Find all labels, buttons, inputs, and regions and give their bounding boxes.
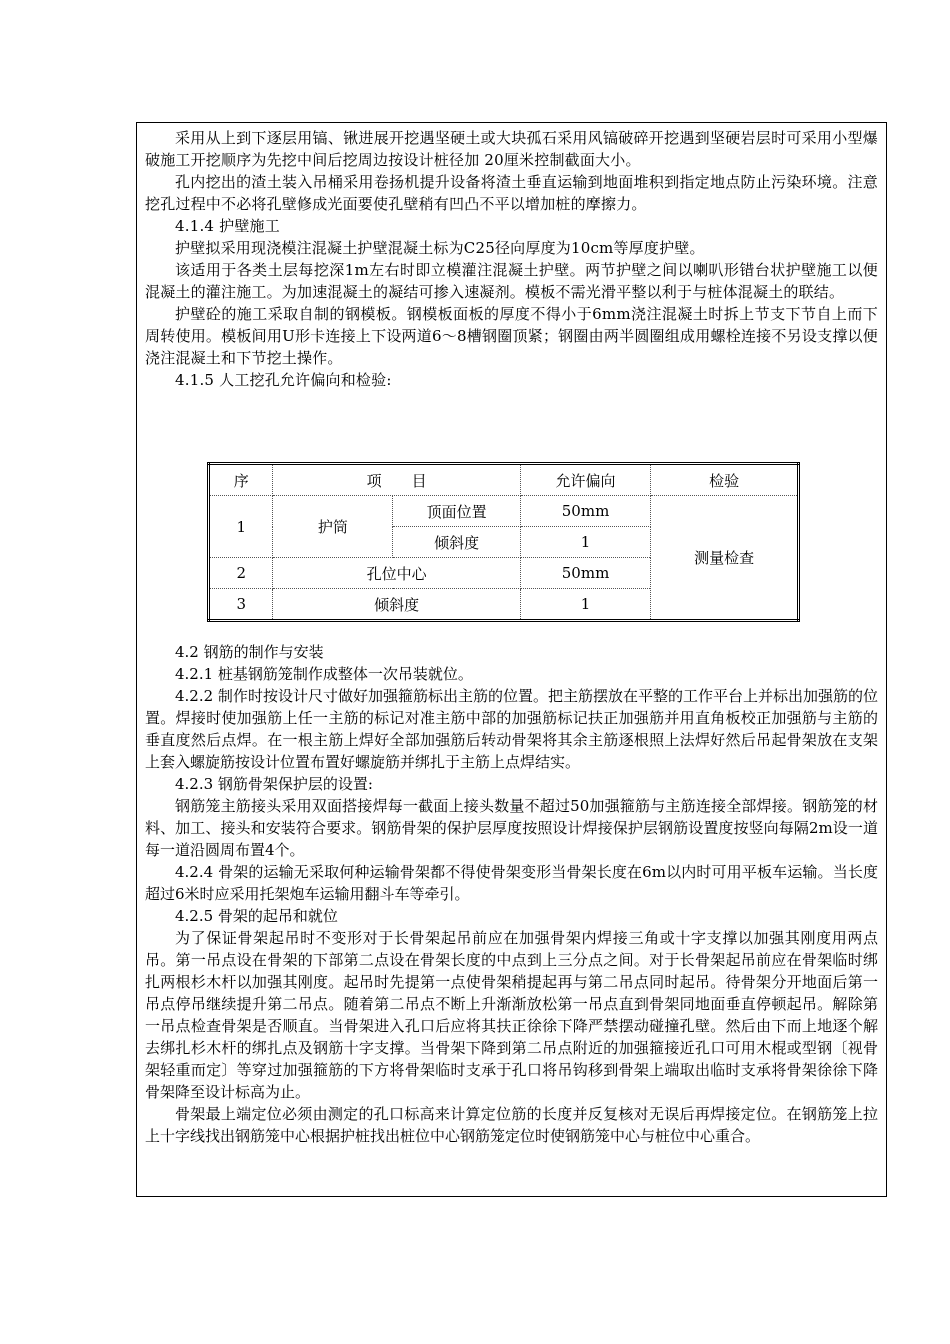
table-header-row	[209, 464, 799, 496]
section-heading: 4.2.1 桩基钢筋笼制作成整体一次吊装就位。	[175, 665, 473, 683]
paragraph: 为了保证骨架起吊时不变形对于长骨架起吊前应在加强骨架内焊接三角或十字支撑以加强其刚度用两点吊。第一吊点设在骨架的下部第二点设在骨架长度的中点到上三分点之间。对于长骨架起吊前应在骨架临时绑扎两根杉木杆以加强其刚度。起吊时先提第一点使骨架稍提起再与第二吊点同时起吊。待骨架分开地面后第一吊点停吊继续提升第二吊点。随着第二吊点不断上升渐渐放松第一吊点直到骨架同地面垂直停顿起吊。解除第一吊点检查骨架是否顺直。当骨架进入孔口后应将其扶正徐徐下降严禁摆动碰撞孔壁。然后由下而上地逐个解去绑扎杉木杆的绑扎点及钢筋十字支撑。当骨架下降到第二吊点附近的加强箍接近孔口可用木棍或型钢〔视骨架轻重而定〕等穿过加强箍筋的下方将骨架临时支承于孔口将吊钩移到骨架上端取出临时支承将骨架徐徐下降骨架降至设计标高为止。	[145, 929, 878, 1101]
document-frame	[136, 122, 887, 1197]
table-cell: 50mm	[520, 496, 650, 527]
paragraph: 护壁拟采用现浇模注混凝土护壁混凝土标为C25径向厚度为10cm等厚度护壁。	[175, 239, 705, 257]
table-cell: 倾斜度	[393, 527, 521, 558]
table-cell: 1	[520, 589, 650, 621]
paragraph: 4.2.2 制作时按设计尺寸做好加强箍筋标出主筋的位置。把主筋摆放在平整的工作平台上并标出加强筋的位置。焊接时使加强筋上任一主筋的标记对准主筋中部的加强筋标记扶正加强筋并用直角板校正加强筋与主筋的垂直度然后点焊。在一根主筋上焊好全部加强筋后转动骨架将其余主筋逐根照上法焊好然后吊起骨架放在支架上套入螺旋筋按设计位置布置好螺旋筋并绑扎于主筋上点焊结实。	[145, 687, 878, 771]
table-cell: 1	[520, 527, 650, 558]
table-cell: 孔位中心	[273, 558, 520, 589]
section-heading: 4.2 钢筋的制作与安装	[175, 643, 324, 661]
section-heading: 4.2.3 钢筋骨架保护层的设置:	[175, 775, 373, 793]
section-heading: 4.1.5 人工挖孔允许偏向和检验:	[175, 371, 392, 389]
paragraph: 骨架最上端定位必须由测定的孔口标高来计算定位筋的长度并反复核对无误后再焊接定位。在钢筋笼上拉上十字线找出钢筋笼中心根据护桩找出桩位中心钢筋笼定位时使钢筋笼中心与桩位中心重合。	[145, 1105, 878, 1145]
table-cell: 倾斜度	[273, 589, 520, 621]
paragraph: 护壁砼的施工采取自制的钢模板。钢模板面板的厚度不得小于6mm浇注混凝土时拆上节支下节自上而下周转使用。模板间用U形卡连接上下设两道6～8槽钢圈顶紧；钢圈由两半圆圈组成用螺栓连接不另设支撑以便浇注混凝土和下节挖土操作。	[145, 305, 878, 367]
paragraph: 采用从上到下逐层用镐、锹进展开挖遇坚硬土或大块孤石采用风镐破碎开挖遇到坚硬岩层时可采用小型爆破施工开挖顺序为先挖中间后挖周边按设计桩径加 20厘米控制截面大小。	[145, 129, 878, 169]
section-heading: 4.2.5 骨架的起吊和就位	[175, 907, 338, 925]
header-cell: 检验	[651, 464, 799, 496]
content-bottom	[145, 641, 878, 1147]
header-cell: 允许偏向	[520, 464, 650, 496]
content-top	[145, 127, 878, 391]
table-cell: 护筒	[273, 496, 393, 558]
paragraph: 该适用于各类土层每挖深1m左右时即立模灌注混凝土护壁。两节护壁之间以喇叭形错台状护壁施工以便混凝土的灌注施工。为加速混凝土的凝结可掺入速凝剂。模板不需光滑平整以利于与桩体混凝土的联结。	[145, 261, 878, 301]
paragraph: 孔内挖出的渣土装入吊桶采用卷扬机提升设备将渣土垂直运输到地面堆积到指定地点防止污染环境。注意挖孔过程中不必将孔壁修成光面要使孔壁稍有凹凸不平以增加桩的摩擦力。	[145, 173, 878, 213]
paragraph: 钢筋笼主筋接头采用双面搭接焊每一截面上接头数量不超过50加强箍筋与主筋连接全部焊接。钢筋笼的材料、加工、接头和安装符合要求。钢筋骨架的保护层厚度按照设计焊接保护层钢筋设置度按竖向每隔2m设一道每一道沿圆周布置4个。	[145, 797, 878, 859]
header-cell: 项 目	[273, 464, 520, 496]
tolerance-table	[207, 462, 800, 622]
table-cell: 顶面位置	[393, 496, 521, 527]
paragraph: 4.2.4 骨架的运输无采取何种运输骨架都不得使骨架变形当骨架长度在6m以内时可用平板车运输。当长度超过6米时应采用托架炮车运输用翻斗车等牵引。	[145, 863, 878, 903]
check-cell: 测量检查	[651, 496, 799, 621]
section-heading: 4.1.4 护壁施工	[175, 217, 280, 235]
table-cell: 50mm	[520, 558, 650, 589]
table-cell: 3	[209, 589, 273, 621]
table-cell: 2	[209, 558, 273, 589]
header-cell: 序	[209, 464, 273, 496]
table-row	[209, 496, 799, 527]
table-cell: 1	[209, 496, 273, 558]
